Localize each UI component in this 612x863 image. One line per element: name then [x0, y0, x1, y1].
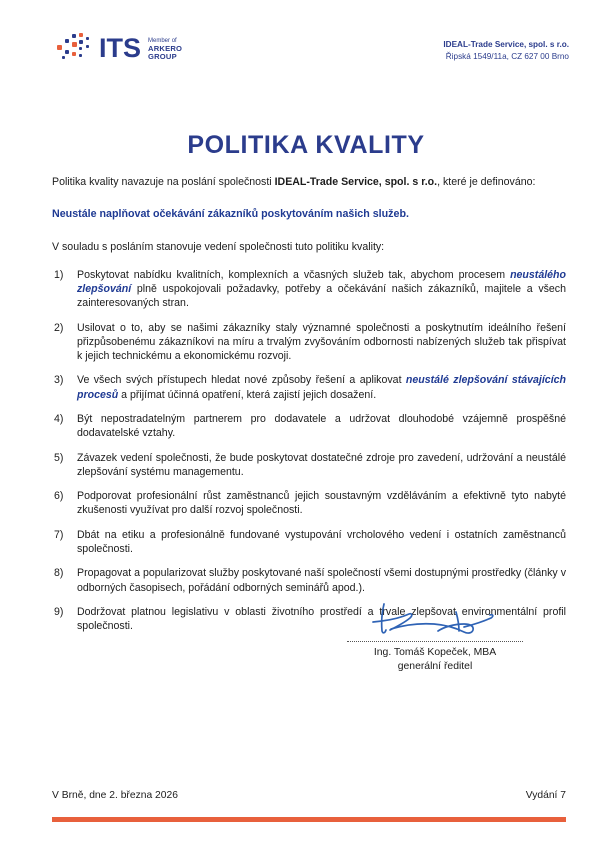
list-item [52, 268, 566, 311]
signature-block [330, 600, 540, 673]
list-item-text-a: Podporovat profesionální růst zaměstnanců jejich soustavným vzděláváním a efektivně tyto nabyté zkušenosti využívat pro další rozvoj společnosti. [77, 490, 566, 517]
list-item [52, 528, 566, 557]
list-item-number: 6) [54, 490, 64, 503]
logo-wordmark: ITS [99, 32, 142, 63]
policy-lead-in: V souladu s posláním stanovuje vedení společnosti tuto politiku kvality: [52, 241, 385, 254]
intro-paragraph [52, 175, 566, 189]
list-item [52, 412, 566, 441]
list-item-number: 1) [54, 268, 64, 281]
its-logo [57, 33, 182, 63]
list-item-text-b: plně uspokojovali požadavky, potřeby a očekávání našich zákazníků, majitele a všech zainteresovaných stran. [77, 282, 566, 310]
list-item [52, 321, 566, 364]
footer-edition: Vydání 7 [525, 790, 566, 801]
document-footer [52, 790, 566, 801]
list-item [52, 451, 566, 480]
footer-accent-bar [52, 817, 566, 822]
logo-member-line2: ARKERO [148, 44, 183, 54]
intro-part1: Politika kvality navazuje na poslání společnosti [52, 176, 275, 188]
logo-member-text [148, 36, 182, 60]
document-header [0, 30, 612, 80]
list-item-text-a: Závazek vedení společnosti, že bude poskytovat dostatečné zdroje pro zavedení, udržování a neustálé zlepšování systému managementu. [77, 451, 566, 478]
list-item-highlight: neustálého zlepšování [77, 268, 566, 295]
signatory-name: Ing. Tomáš Kopeček, MBA [373, 647, 497, 658]
signature-rule [347, 640, 523, 642]
list-item-text-a: Ve všech svých přístupech hledat nové způsoby řešení a aplikovat [77, 374, 406, 387]
list-item-number: 5) [54, 451, 64, 464]
list-item [52, 566, 566, 595]
company-address: Řipská 1549/11a, CZ 627 00 Brno [445, 51, 569, 61]
list-item-number: 3) [54, 374, 64, 387]
mission-statement: Neustále naplňovat očekávání zákazníků poskytováním našich služeb. [52, 208, 409, 221]
page-title: POLITIKA KVALITY [187, 131, 425, 159]
policy-list [52, 268, 566, 634]
list-item-number: 2) [54, 321, 64, 334]
list-item-text-a: Dodržovat platnou legislativu v oblasti životního prostředí a trvale zlepšovat environmentální profil společnosti. [77, 605, 566, 633]
list-item-text-a: Propagovat a popularizovat služby poskytované naší společností všemi dostupnými prostředky (články v odborných časopisech, pořádání odborných seminářů apod.). [77, 567, 566, 594]
list-item-text-b: a přijímat účinná opatření, která zajistí jejich dosažení. [118, 388, 377, 401]
handwritten-signature-icon [360, 600, 510, 640]
list-item-text-a: Být nepostradatelným partnerem pro dodavatele a udržovat dlouhodobé vzájemně prospěšné dodavatelské vztahy. [77, 412, 566, 440]
list-item-number: 9) [54, 605, 64, 618]
list-item-number: 7) [54, 528, 64, 541]
logo-member-line3: GROUP [148, 51, 177, 61]
logo-dot-pattern-icon [57, 33, 95, 63]
list-item-number: 8) [54, 567, 64, 580]
list-item-text-a: Dbát na etiku a profesionálně fundované vystupování vrcholového vedení i ostatních zaměstnanců společnosti. [77, 528, 566, 556]
company-address-block [443, 39, 569, 62]
footer-place-date: V Brně, dne 2. března 2026 [52, 790, 178, 801]
list-item-text-a: Usilovat o to, aby se našimi zákazníky staly významné společnosti a poskytnutím ideálního řešení přizpůsobenému zákazníkovi na míru a trvalým zvyšováním odbornosti nabízených služeb tak přispívat k jejich technickému a ekonomickému rozvoji. [77, 321, 566, 363]
intro-part2: , které je definováno: [437, 176, 536, 188]
logo-member-line1: Member of [148, 37, 177, 44]
document-body [52, 175, 566, 644]
list-item-number: 4) [54, 412, 64, 425]
list-item-text-a: Poskytovat nabídku kvalitních, komplexních a včasných služeb tak, abychom procesem [77, 268, 511, 281]
signatory-role: generální ředitel [397, 660, 473, 672]
intro-company-name: IDEAL-Trade Service, spol. s r.o. [274, 176, 438, 188]
list-item-highlight: neustálé zlepšování stávajících procesů [77, 374, 567, 401]
list-item [52, 489, 566, 518]
company-name: IDEAL-Trade Service, spol. s r.o. [443, 40, 569, 49]
list-item [52, 373, 566, 402]
